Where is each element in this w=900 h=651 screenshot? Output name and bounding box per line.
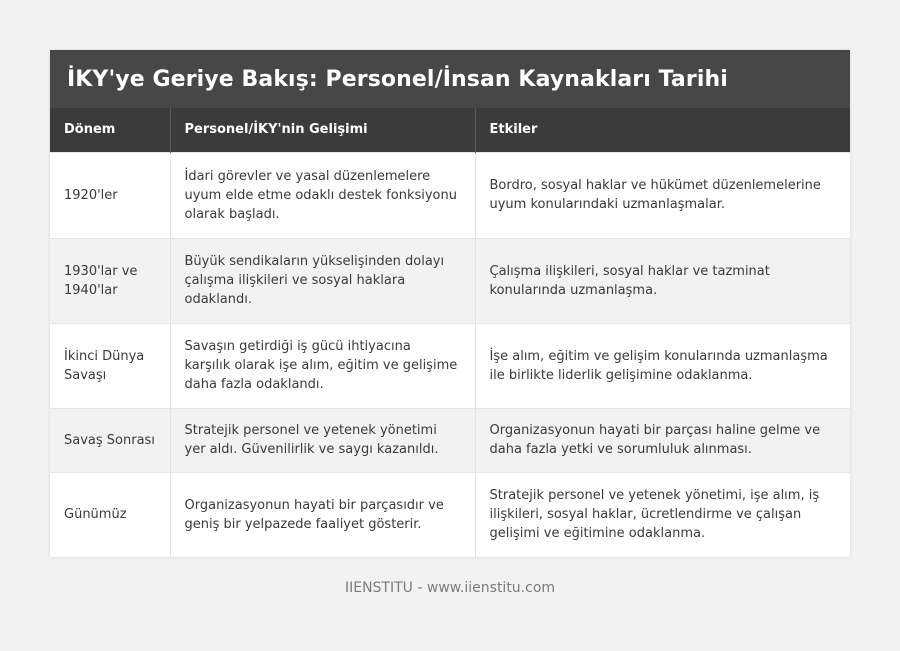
footer-credit: IIENSTITU - www.iienstitu.com (344, 580, 556, 596)
cell-effects: Stratejik personel ve yetenek yönetimi, işe alım, iş ilişkileri, sosyal haklar, ücretlendirme ve çalışan gelişimi ve eğitimine odaklanma. (475, 472, 850, 557)
cell-period: 1920'ler (50, 152, 170, 238)
history-table (50, 108, 850, 557)
history-table-card (50, 50, 850, 557)
cell-evolution: Stratejik personel ve yetenek yönetimi yer aldı. Güvenilirlik ve saygı kazanıldı. (170, 408, 475, 472)
cell-effects: Çalışma ilişkileri, sosyal haklar ve tazminat konularında uzmanlaşma. (475, 238, 850, 323)
column-header-effects: Etkiler (475, 108, 850, 152)
cell-effects: Bordro, sosyal haklar ve hükümet düzenlemelerine uyum konularındaki uzmanlaşmalar. (475, 152, 850, 238)
table-row (50, 323, 850, 408)
cell-effects: Organizasyonun hayati bir parçası haline gelme ve daha fazla yetki ve sorumluluk alınması. (475, 408, 850, 472)
cell-period: Günümüz (50, 472, 170, 557)
table-row (50, 408, 850, 472)
cell-evolution: Büyük sendikaların yükselişinden dolayı çalışma ilişkileri ve sosyal haklara odaklandı. (170, 238, 475, 323)
cell-evolution: İdari görevler ve yasal düzenlemelere uyum elde etme odaklı destek fonksiyonu olarak başladı. (170, 152, 475, 238)
table-header (50, 108, 850, 152)
page-title: İKY'ye Geriye Bakış: Personel/İnsan Kaynakları Tarihi (67, 66, 728, 92)
table-row (50, 152, 850, 238)
cell-period: Savaş Sonrası (50, 408, 170, 472)
table-body (50, 152, 850, 557)
column-header-evolution: Personel/İKY'nin Gelişimi (170, 108, 475, 152)
cell-period: 1930'lar ve 1940'lar (50, 238, 170, 323)
header-row (50, 108, 850, 152)
column-header-period: Dönem (50, 108, 170, 152)
cell-effects: İşe alım, eğitim ve gelişim konularında uzmanlaşma ile birlikte liderlik gelişimine odaklanma. (475, 323, 850, 408)
title-bar (50, 50, 850, 108)
table-row (50, 472, 850, 557)
cell-evolution: Savaşın getirdiği iş gücü ihtiyacına karşılık olarak işe alım, eğitim ve gelişime daha fazla odaklandı. (170, 323, 475, 408)
cell-period: İkinci Dünya Savaşı (50, 323, 170, 408)
table-row (50, 238, 850, 323)
cell-evolution: Organizasyonun hayati bir parçasıdır ve geniş bir yelpazede faaliyet gösterir. (170, 472, 475, 557)
